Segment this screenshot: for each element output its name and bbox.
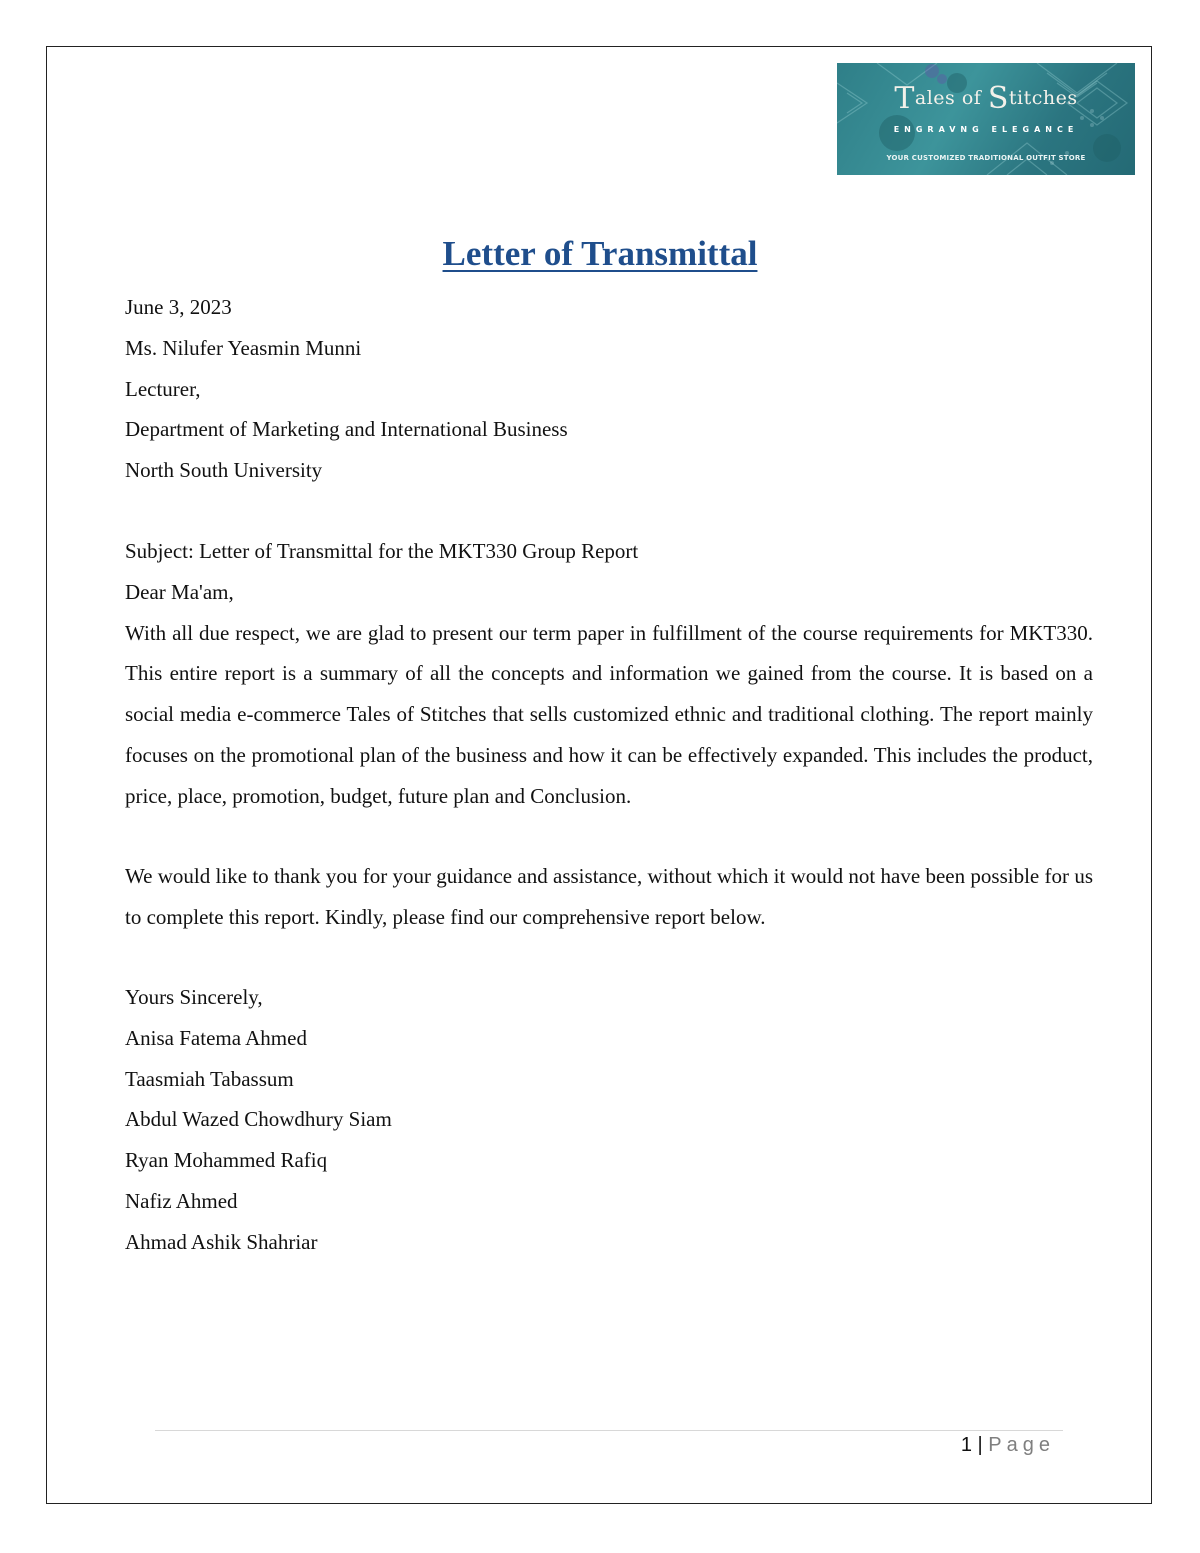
body-paragraph-2: We would like to thank you for your guidance and assistance, without which it would not have been possible for us to complete this report. Kindly, please find our comprehensive report below.	[125, 864, 1093, 929]
recipient-position: Lecturer,	[125, 376, 201, 401]
page-label: Page	[988, 1434, 1055, 1456]
signatory: Nafiz Ahmed	[125, 1188, 238, 1213]
logo-title-second-letter: S	[987, 81, 1009, 116]
signatory: Abdul Wazed Chowdhury Siam	[125, 1107, 392, 1132]
recipient-block	[125, 287, 1093, 491]
letter-salutation: Dear Ma'am,	[125, 579, 234, 604]
recipient-department: Department of Marketing and International Business	[125, 417, 568, 442]
signatory: Ryan Mohammed Rafiq	[125, 1148, 328, 1173]
body-paragraph-1: With all due respect, we are glad to present our term paper in fulfillment of the course requirements for MKT330. This entire report is a summary of all the concepts and information we gained from the course. It is based on a social media e-commerce Tales of Stitches that sells customized ethnic and traditional clothing. The report mainly focuses on the promotional plan of the business and how it can be effectively expanded. This includes the product, price, place, promotion, budget, future plan and Conclusion.	[125, 620, 1093, 808]
recipient-university: North South University	[125, 458, 323, 483]
letter-body	[125, 531, 1093, 817]
recipient-name: Ms. Nilufer Yeasmin Munni	[125, 335, 362, 360]
letter-subject: Subject: Letter of Transmittal for the MKT330 Group Report	[125, 539, 639, 563]
logo-title-part2: titches	[1008, 87, 1078, 109]
logo-store-line: YOUR CUSTOMIZED TRADITIONAL OUTFIT STORE	[886, 154, 1086, 162]
page-number-footer	[961, 1434, 1055, 1457]
letter-closing: Yours Sincerely,	[125, 985, 263, 1009]
logo-tagline: ENGRAVNG ELEGANCE	[893, 125, 1079, 134]
logo-title-first-letter: T	[894, 81, 915, 116]
footer-rule	[155, 1430, 1063, 1431]
signatory: Anisa Fatema Ahmed	[125, 1025, 307, 1050]
closing-paragraph-block	[125, 856, 1093, 938]
logo-title-part1: ales of	[914, 87, 988, 109]
signatory: Taasmiah Tabassum	[125, 1066, 294, 1091]
letter-title: Letter of Transmittal	[442, 234, 758, 273]
logo-title	[837, 81, 1135, 116]
signatory: Ahmad Ashik Shahriar	[125, 1229, 318, 1254]
page-number: 1	[960, 1434, 972, 1456]
page-separator: |	[977, 1434, 983, 1456]
signature-block	[125, 977, 1093, 1263]
letter-date: June 3, 2023	[125, 295, 232, 319]
tales-of-stitches-logo	[837, 63, 1135, 175]
